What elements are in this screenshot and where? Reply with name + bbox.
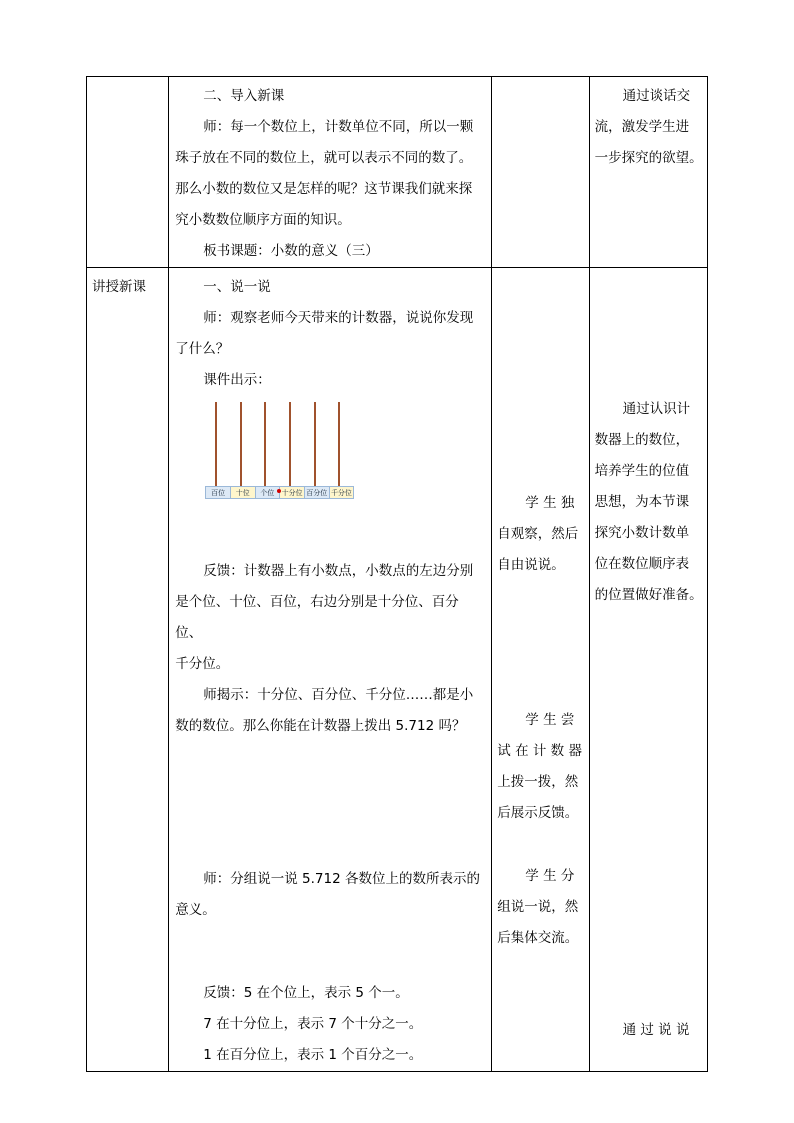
section-heading: 一、说一说 [203, 279, 271, 295]
place-label: 十位 [230, 486, 256, 499]
text-line: 学 生 独 [525, 495, 575, 511]
design-intent-cell [589, 268, 707, 1072]
place-label: 十分位 [279, 486, 305, 499]
text-line: 了什么？ [175, 341, 230, 357]
text-line: 学 生 分 [525, 868, 575, 884]
text-line: 7 在十分位上，表示 7 个十分之一。 [203, 1016, 423, 1032]
text-line: 的位置做好准备。 [594, 587, 703, 603]
abacus-rod [314, 402, 316, 486]
place-label: 千分位 [329, 486, 355, 499]
text-line: 位在数位顺序表 [594, 556, 690, 572]
abacus-rod [240, 402, 242, 486]
stage-cell [87, 268, 169, 1072]
text-line: 试 在 计 数 器 [497, 743, 582, 759]
student-activity-cell [492, 268, 589, 1072]
text-line: 通过认识计 [622, 401, 691, 417]
text-line: 究小数数位顺序方面的知识。 [175, 212, 351, 228]
text-line: 探究小数计数单 [594, 525, 690, 541]
abacus-rod [338, 402, 340, 486]
table-row [87, 77, 708, 268]
text-line: 师揭示：十分位、百分位、千分位……都是小 [203, 687, 474, 703]
text-line: 培养学生的位值 [594, 463, 690, 479]
abacus-rod [289, 402, 291, 486]
text-line: 通过谈话交 [622, 88, 691, 104]
text-line: 师：每一个数位上，计数单位不同，所以一颗 [203, 119, 474, 135]
text-line: 千分位。 [175, 656, 230, 672]
text-line: 是个位、十位、百位，右边分别是十分位、百分位、 [175, 594, 459, 641]
text-line: 一步探究的欲望。 [594, 150, 703, 166]
text-line: 珠子放在不同的数位上，就可以表示不同的数了。 [175, 150, 473, 166]
abacus-rod [264, 402, 266, 486]
text-line: 反馈：计数器上有小数点，小数点的左边分别 [203, 563, 474, 579]
text-line: 思想，为本节课 [594, 494, 690, 510]
text-line: 通 过 说 说 [622, 1022, 690, 1038]
text-line: 后集体交流。 [497, 930, 579, 946]
place-label: 百分位 [304, 486, 330, 499]
lesson-plan-table [86, 76, 708, 1072]
stage-label: 讲授新课 [92, 279, 146, 295]
text-line: 意义。 [175, 902, 216, 918]
content-cell [169, 77, 492, 268]
stage-cell [87, 77, 169, 268]
text-line: 组说一说，然 [497, 899, 579, 915]
text-line: 师：分组说一说 5.712 各数位上的数所表示的 [203, 871, 480, 887]
text-line: 课件出示： [203, 372, 271, 388]
text-line: 反馈：5 在个位上，表示 5 个一。 [203, 985, 409, 1001]
text-line: 数器上的数位， [594, 432, 690, 448]
text-line: 流，激发学生进 [594, 119, 690, 135]
text-line: 师：观察老师今天带来的计数器，说说你发现 [203, 310, 474, 326]
section-heading: 二、导入新课 [203, 88, 285, 104]
design-intent-cell [589, 77, 707, 268]
text-line: 板书课题：小数的意义（三） [203, 243, 379, 259]
content-cell [169, 268, 492, 1072]
place-label: 百位 [205, 486, 231, 499]
text-line: 自由说说。 [497, 557, 565, 573]
place-label: 个位 [255, 486, 281, 499]
student-activity-cell [492, 77, 589, 268]
text-line: 上拨一拨，然 [497, 774, 579, 790]
table-row [87, 268, 708, 1072]
text-line: 后展示反馈。 [497, 805, 579, 821]
abacus-rod [215, 402, 217, 486]
text-line: 自观察，然后 [497, 526, 579, 542]
text-line: 数的数位。那么你能在计数器上拨出 5.712 吗？ [175, 718, 466, 734]
text-line: 1 在百分位上，表示 1 个百分之一。 [203, 1047, 423, 1063]
counter-abacus-figure [205, 402, 355, 502]
text-line: 学 生 尝 [525, 712, 575, 728]
text-line: 那么小数的数位又是怎样的呢？这节课我们就来探 [175, 181, 473, 197]
